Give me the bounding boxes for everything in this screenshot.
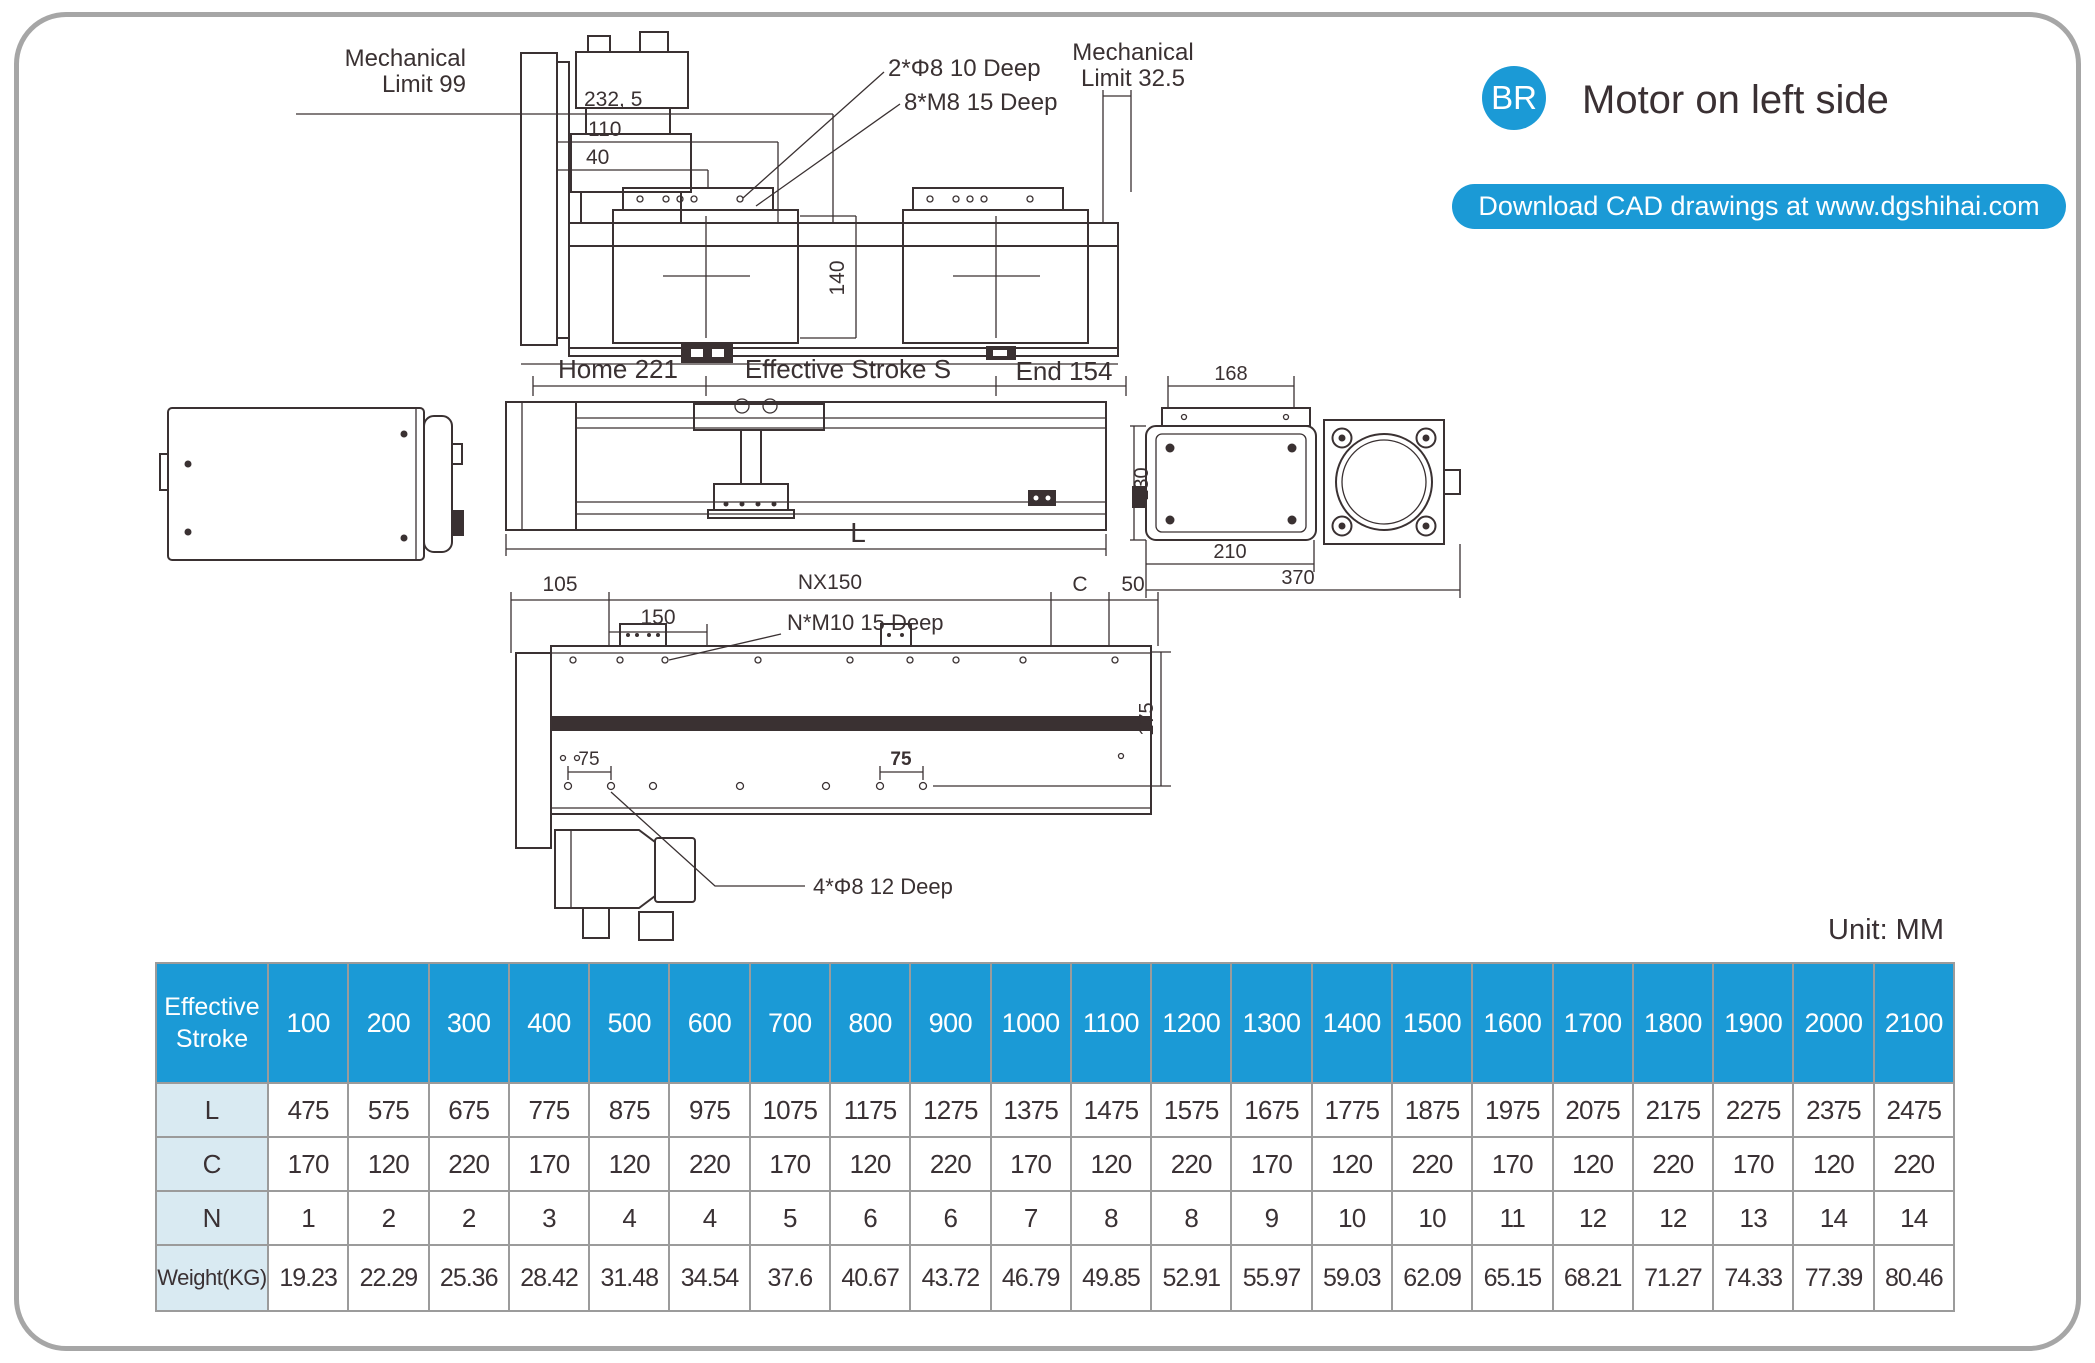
dim-c-label: C xyxy=(1072,573,1088,596)
value-cell: 4 xyxy=(589,1191,669,1245)
table-row xyxy=(156,1137,1954,1191)
dim-nx150-label: NX150 xyxy=(797,571,863,594)
dim-40-label: 40 xyxy=(586,146,610,169)
dim-110-label: 110 xyxy=(588,118,622,141)
callout-m10: N*M10 15 Deep xyxy=(787,610,944,635)
value-cell: 170 xyxy=(991,1137,1071,1191)
value-cell: 120 xyxy=(1071,1137,1151,1191)
value-cell: 675 xyxy=(429,1083,509,1137)
unit-note: Unit: MM xyxy=(1828,914,1944,946)
value-cell: 9 xyxy=(1231,1191,1311,1245)
value-cell: 19.23 xyxy=(268,1245,348,1311)
side-elevation-geometry xyxy=(506,399,1106,530)
value-cell: 37.6 xyxy=(750,1245,830,1311)
stroke-col-header: 900 xyxy=(910,963,990,1083)
dim-75-left-label: 75 xyxy=(578,749,600,770)
page-title: Motor on left side xyxy=(1582,78,1889,122)
value-cell: 3 xyxy=(509,1191,589,1245)
value-cell: 6 xyxy=(910,1191,990,1245)
mech-limit-right-line2: Limit 32.5 xyxy=(1080,65,1186,92)
value-cell: 46.79 xyxy=(991,1245,1071,1311)
value-cell: 775 xyxy=(509,1083,589,1137)
stroke-col-header: 1000 xyxy=(991,963,1071,1083)
table-row xyxy=(156,1191,1954,1245)
effective-stroke-header: Effective Stroke xyxy=(156,963,268,1083)
value-cell: 875 xyxy=(589,1083,669,1137)
value-cell: 31.48 xyxy=(589,1245,669,1311)
br-logo-text: BR xyxy=(1491,79,1537,116)
dim-130-label: 130 xyxy=(1131,467,1153,501)
stroke-col-header: 600 xyxy=(669,963,749,1083)
value-cell: 6 xyxy=(830,1191,910,1245)
row-label: L xyxy=(156,1083,268,1137)
value-cell: 7 xyxy=(991,1191,1071,1245)
value-cell: 13 xyxy=(1713,1191,1793,1245)
home-label: Home 221 xyxy=(558,354,678,384)
value-cell: 2375 xyxy=(1793,1083,1873,1137)
stroke-col-header: 1900 xyxy=(1713,963,1793,1083)
stroke-col-header: 2100 xyxy=(1874,963,1954,1083)
top-view-drawing xyxy=(288,26,1194,398)
value-cell: 5 xyxy=(750,1191,830,1245)
row-label: N xyxy=(156,1191,268,1245)
stroke-col-header: 1100 xyxy=(1071,963,1151,1083)
value-cell: 170 xyxy=(1472,1137,1552,1191)
value-cell: 1775 xyxy=(1312,1083,1392,1137)
value-cell: 170 xyxy=(1713,1137,1793,1191)
value-cell: 22.29 xyxy=(348,1245,428,1311)
value-cell: 1 xyxy=(268,1191,348,1245)
stroke-col-header: 100 xyxy=(268,963,348,1083)
stroke-col-header: 1800 xyxy=(1633,963,1713,1083)
value-cell: 220 xyxy=(910,1137,990,1191)
stroke-col-header: 1400 xyxy=(1312,963,1392,1083)
value-cell: 170 xyxy=(509,1137,589,1191)
stroke-col-header: 1300 xyxy=(1231,963,1311,1083)
value-cell: 1275 xyxy=(910,1083,990,1137)
value-cell: 71.27 xyxy=(1633,1245,1713,1311)
value-cell: 8 xyxy=(1151,1191,1231,1245)
dim-50-label: 50 xyxy=(1121,573,1145,596)
stroke-col-header: 300 xyxy=(429,963,509,1083)
value-cell: 80.46 xyxy=(1874,1245,1954,1311)
value-cell: 220 xyxy=(1633,1137,1713,1191)
value-cell: 12 xyxy=(1633,1191,1713,1245)
br-logo xyxy=(1482,66,1546,130)
stroke-col-header: 700 xyxy=(750,963,830,1083)
value-cell: 4 xyxy=(669,1191,749,1245)
cad-download-text: Download CAD drawings at www.dgshihai.com xyxy=(1478,191,2040,221)
stroke-col-header: 2000 xyxy=(1793,963,1873,1083)
bottom-view-drawing xyxy=(503,558,1193,963)
value-cell: 77.39 xyxy=(1793,1245,1873,1311)
value-cell: 975 xyxy=(669,1083,749,1137)
value-cell: 1975 xyxy=(1472,1083,1552,1137)
row-label: Weight(KG) xyxy=(156,1245,268,1311)
value-cell: 1675 xyxy=(1231,1083,1311,1137)
side-elevation-view xyxy=(498,392,1130,564)
callout-8xm8: 8*M8 15 Deep xyxy=(904,89,1058,116)
callout-2xphi8: 2*Φ8 10 Deep xyxy=(888,55,1041,82)
value-cell: 1575 xyxy=(1151,1083,1231,1137)
value-cell: 68.21 xyxy=(1553,1245,1633,1311)
value-cell: 220 xyxy=(429,1137,509,1191)
value-cell: 1175 xyxy=(830,1083,910,1137)
table-header-row xyxy=(156,963,1954,1083)
dim-150-label: 150 xyxy=(640,606,676,629)
stroke-col-header: 200 xyxy=(348,963,428,1083)
spec-table xyxy=(155,962,1955,1312)
side-elevation-dimensions xyxy=(506,534,1106,556)
effective-stroke-label: Effective Stroke S xyxy=(744,354,952,384)
value-cell: 14 xyxy=(1874,1191,1954,1245)
value-cell: 11 xyxy=(1472,1191,1552,1245)
value-cell: 120 xyxy=(589,1137,669,1191)
value-cell: 120 xyxy=(1553,1137,1633,1191)
table-row xyxy=(156,1245,1954,1311)
stroke-col-header: 800 xyxy=(830,963,910,1083)
cad-download-banner[interactable] xyxy=(1452,184,2066,229)
stroke-col-header: 500 xyxy=(589,963,669,1083)
value-cell: 475 xyxy=(268,1083,348,1137)
mech-limit-right-line1: Mechanical xyxy=(1072,39,1194,66)
value-cell: 34.54 xyxy=(669,1245,749,1311)
value-cell: 2275 xyxy=(1713,1083,1793,1137)
dim-105-label: 105 xyxy=(542,573,578,596)
value-cell: 62.09 xyxy=(1392,1245,1472,1311)
value-cell: 2475 xyxy=(1874,1083,1954,1137)
value-cell: 170 xyxy=(750,1137,830,1191)
value-cell: 49.85 xyxy=(1071,1245,1151,1311)
stroke-col-header: 1700 xyxy=(1553,963,1633,1083)
value-cell: 120 xyxy=(1312,1137,1392,1191)
value-cell: 220 xyxy=(1392,1137,1472,1191)
value-cell: 220 xyxy=(1151,1137,1231,1191)
dim-210-label: 210 xyxy=(1213,541,1247,563)
value-cell: 12 xyxy=(1553,1191,1633,1245)
value-cell: 1875 xyxy=(1392,1083,1472,1137)
stroke-col-header: 1500 xyxy=(1392,963,1472,1083)
value-cell: 8 xyxy=(1071,1191,1151,1245)
dim-175-label: 175 xyxy=(1136,702,1158,736)
value-cell: 2 xyxy=(429,1191,509,1245)
value-cell: 170 xyxy=(268,1137,348,1191)
value-cell: 120 xyxy=(1793,1137,1873,1191)
dim-75-right-label: 75 xyxy=(890,749,912,770)
callout-phi8: 4*Φ8 12 Deep xyxy=(813,874,953,899)
value-cell: 25.36 xyxy=(429,1245,509,1311)
value-cell: 55.97 xyxy=(1231,1245,1311,1311)
row-label: C xyxy=(156,1137,268,1191)
dim-232-5-label: 232, 5 xyxy=(584,88,643,111)
value-cell: 14 xyxy=(1793,1191,1873,1245)
value-cell: 10 xyxy=(1312,1191,1392,1245)
end-view-geometry xyxy=(1132,408,1460,544)
value-cell: 1075 xyxy=(750,1083,830,1137)
value-cell: 220 xyxy=(1874,1137,1954,1191)
bottom-view-dimensions xyxy=(511,592,1171,886)
value-cell: 2075 xyxy=(1553,1083,1633,1137)
value-cell: 120 xyxy=(348,1137,428,1191)
value-cell: 59.03 xyxy=(1312,1245,1392,1311)
stroke-col-header: 1200 xyxy=(1151,963,1231,1083)
value-cell: 10 xyxy=(1392,1191,1472,1245)
dim-140-label: 140 xyxy=(826,260,849,296)
motor-unit-view xyxy=(158,392,478,582)
value-cell: 575 xyxy=(348,1083,428,1137)
dim-168-label: 168 xyxy=(1214,363,1248,385)
value-cell: 2175 xyxy=(1633,1083,1713,1137)
mech-limit-left-line1: Mechanical xyxy=(344,45,466,72)
value-cell: 120 xyxy=(830,1137,910,1191)
stroke-col-header: 400 xyxy=(509,963,589,1083)
value-cell: 74.33 xyxy=(1713,1245,1793,1311)
value-cell: 1475 xyxy=(1071,1083,1151,1137)
value-cell: 28.42 xyxy=(509,1245,589,1311)
mech-limit-left-line2: Limit 99 xyxy=(381,71,466,98)
value-cell: 2 xyxy=(348,1191,428,1245)
value-cell: 43.72 xyxy=(910,1245,990,1311)
table-row xyxy=(156,1083,1954,1137)
value-cell: 65.15 xyxy=(1472,1245,1552,1311)
value-cell: 170 xyxy=(1231,1137,1311,1191)
end-label: End 154 xyxy=(1015,356,1113,386)
value-cell: 52.91 xyxy=(1151,1245,1231,1311)
value-cell: 220 xyxy=(669,1137,749,1191)
dim-L-label: L xyxy=(850,517,866,548)
value-cell: 1375 xyxy=(991,1083,1071,1137)
dim-370-label: 370 xyxy=(1281,567,1315,589)
stroke-col-header: 1600 xyxy=(1472,963,1552,1083)
motor-unit-geometry xyxy=(160,408,464,560)
value-cell: 40.67 xyxy=(830,1245,910,1311)
